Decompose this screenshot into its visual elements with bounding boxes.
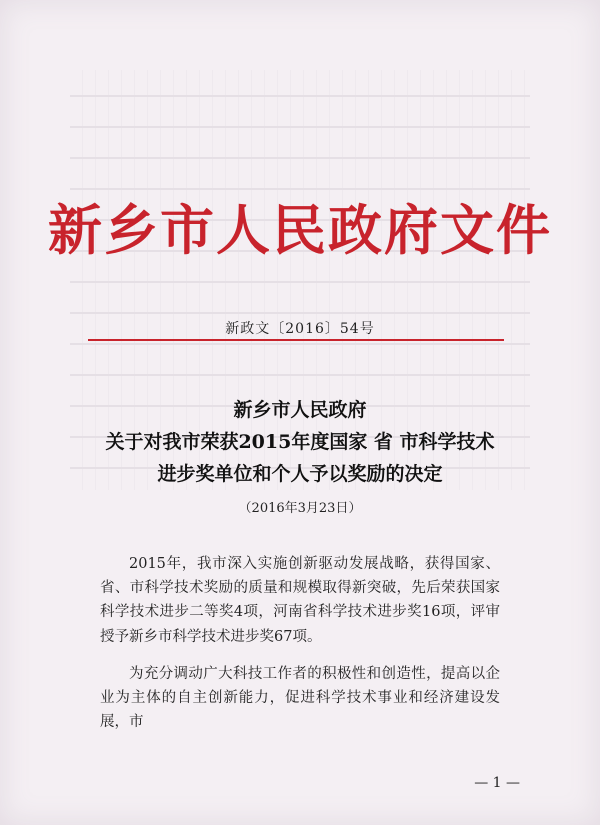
decision-title-line-3: 进步奖单位和个人予以奖励的决定 (157, 463, 443, 485)
masthead-title: 新乡市人民政府文件 (48, 198, 552, 262)
bleed-through-texture (70, 70, 530, 490)
body-paragraph-2: 为充分调动广大科技工作者的积极性和创造性，提高以企业为主体的自主创新能力，促进科学技术事业和经济建设发展，市 (100, 665, 500, 731)
document-number: 新政文〔2016〕54号 (225, 321, 375, 337)
page-number: — 1 — (474, 775, 520, 791)
decision-date: （2016年3月23日） (238, 501, 362, 516)
red-separator-line (88, 339, 504, 341)
decision-title-line-1: 新乡市人民政府 (233, 399, 367, 421)
body-paragraph-1: 2015年，我市深入实施创新驱动发展战略，获得国家、省、市科学技术奖励的质量和规模取得新突破，先后荣获国家科学技术进步二等奖4项，河南省科学技术进步奖16项，评审授予新乡市科学技术进步奖67项。 (100, 556, 500, 645)
decision-title-line-2: 关于对我市荣获2015年度国家 省 市科学技术 (105, 431, 495, 453)
body-text (100, 552, 500, 747)
